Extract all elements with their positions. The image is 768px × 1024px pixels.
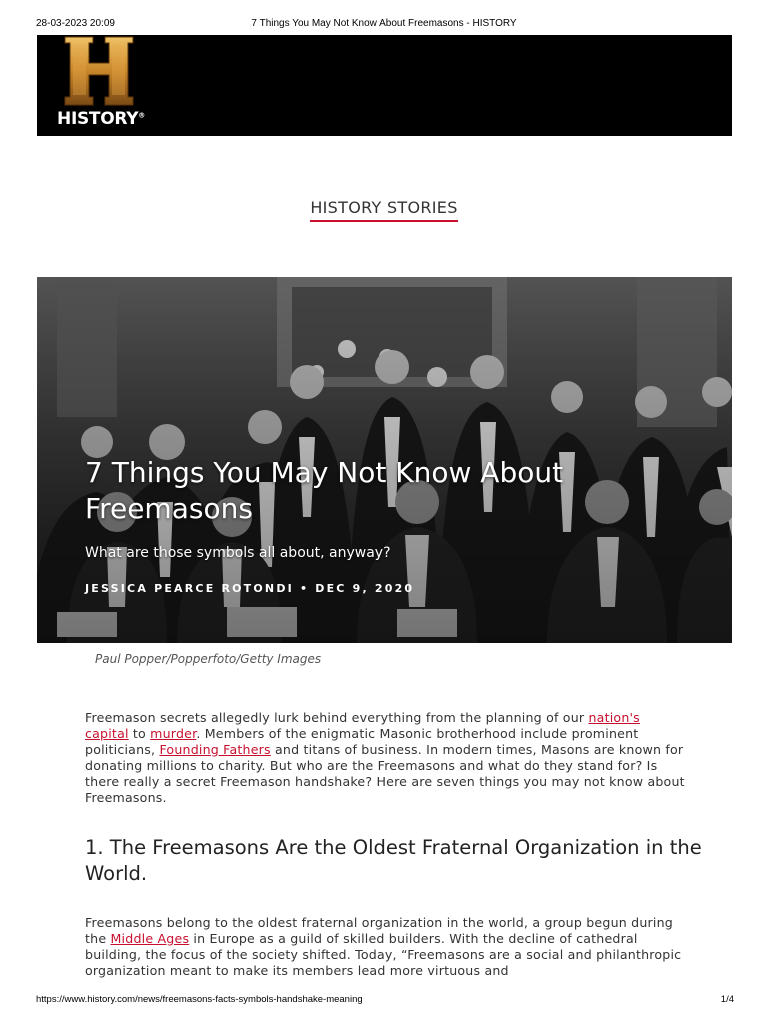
- logo-wordmark: HISTORY®: [57, 109, 145, 129]
- founding-fathers-link[interactable]: Founding Fathers: [159, 742, 271, 757]
- intro-text-1: Freemason secrets allegedly lurk behind everything from the planning of our: [85, 710, 589, 725]
- publish-date: DEC 9, 2020: [315, 582, 415, 595]
- image-credit: Paul Popper/Popperfoto/Getty Images: [95, 652, 322, 666]
- history-stories-link[interactable]: HISTORY STORIES: [310, 198, 457, 222]
- section-1-text-2: in Europe as a guild of skilled builders. With the decline of cathedral building, the focus of the society shifted. Today, “Freemasons are a social and philanthropic organization meant to make its members lead more virtuous and: [85, 931, 682, 978]
- section-1-heading: 1. The Freemasons Are the Oldest Fraternal Organization in the World.: [85, 836, 702, 885]
- print-footer: [0, 994, 768, 1014]
- author-link[interactable]: JESSICA PEARCE ROTONDI: [85, 582, 294, 595]
- section-1-text-1: Freemasons belong to the oldest fraternal organization in the world, a group begun during the: [85, 915, 673, 946]
- article-byline: [85, 582, 414, 595]
- intro-text-3: . Members of the enigmatic Masonic brotherhood include prominent politicians,: [85, 726, 639, 757]
- intro-text-2: to: [128, 726, 151, 741]
- hero-banner: [37, 277, 732, 643]
- nations-capital-link[interactable]: nation's capital: [85, 710, 640, 741]
- byline-separator: •: [293, 582, 316, 595]
- intro-paragraph: [85, 710, 685, 806]
- print-datetime: 28-03-2023 20:09: [36, 18, 115, 29]
- middle-ages-link[interactable]: Middle Ages: [110, 931, 190, 946]
- history-logo[interactable]: [55, 35, 143, 131]
- section-nav: [0, 198, 768, 218]
- print-header: [0, 0, 768, 34]
- site-header: [37, 35, 732, 136]
- section-1-paragraph: [85, 915, 685, 979]
- history-h-icon: [55, 35, 143, 109]
- article-subtitle: What are those symbols all about, anyway?: [85, 545, 391, 561]
- print-page-title: 7 Things You May Not Know About Freemasons - HISTORY: [251, 18, 517, 29]
- intro-text-4: and titans of business. In modern times, Masons are known for donating millions to charity. But who are the Freemasons and what do they stand for? Is there really a secret Freemason handshake? Here are seven things you may not know about Freemasons.: [85, 742, 685, 805]
- article-title: 7 Things You May Not Know About Freemasons: [85, 456, 564, 525]
- print-url: https://www.history.com/news/freemasons-facts-symbols-handshake-meaning: [36, 994, 363, 1005]
- murder-link[interactable]: murder: [150, 726, 197, 741]
- print-page-number: 1/4: [720, 994, 734, 1005]
